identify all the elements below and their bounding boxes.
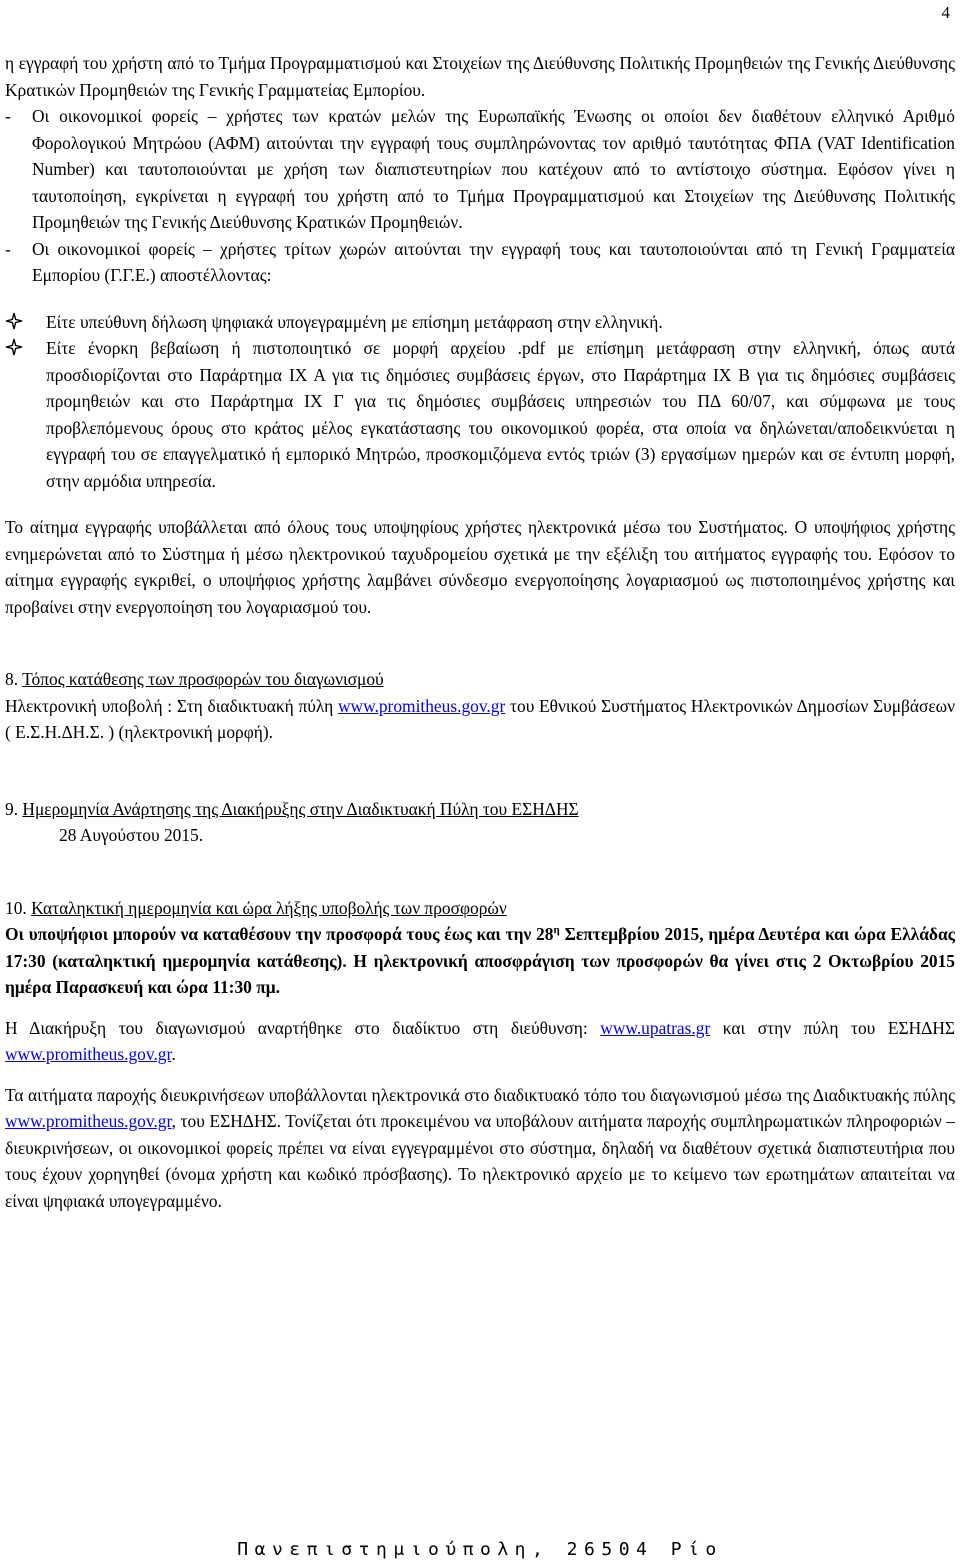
clarifications-text: Τα αιτήματα παροχής διευκρινήσεων υποβάλλονται ηλεκτρονικά στο διαδικτυακό τόπο του διαγωνισμού μέσω της Διαδικτυακής πύλης — [5, 1084, 955, 1105]
check-star-bullet-icon — [5, 312, 23, 330]
section-number: 10. — [5, 897, 27, 918]
bullet-text: Είτε ένορκη βεβαίωση ή πιστοποιητικό σε μορφή αρχείου .pdf με επίσημη μετάφραση στην ελληνική, όπως αυτά προσδιορίζονται στο Παράρτημα ΙΧ Α για τις δημόσιες συμβάσεις έργων, στο Παράρτημα ΙΧ Β για τις δημόσιες συμβάσεις προμηθειών και στο Παράρτημα ΙΧ Γ για τις δημόσιες συμβάσεις υπηρεσιών του ΠΔ 60/07, και σύμφωνα με τους προβλεπόμενους όρους στο κράτος μέλος εγκατάστασης του οικονομικού φορέα, στα οποία να δηλώνεται/αποδεικνύεται η εγγραφή του σε επαγγελματικό ή εμπορικό Μητρώο, προσκομιζόμενα εντός τριών (3) εργασίμων ημερών και σε έντυπη μορφή, στην αρμόδια υπηρεσία. — [46, 338, 955, 491]
intro-continuation: η εγγραφή του χρήστη από το Τμήμα Προγραμματισμού και Στοιχείων της Διεύθυνσης Πολιτικής Προμηθειών της Γενικής Διεύθυνσης Κρατικών Προμηθειών της Γενικής Γραμματείας Εμπορίου. — [5, 53, 955, 100]
eu-operators-item — [5, 103, 955, 236]
section-9-date: 28 Αυγούστου 2015. — [59, 825, 204, 845]
section-number: 8. — [5, 669, 19, 689]
third-country-operators-text: Οι οικονομικοί φορείς – χρήστες τρίτων χωρών αιτούνται την εγγραφή τους και ταυτοποιούνται από τη Γενική Γραμματεία Εμπορίου (Γ.Γ.Ε.) αποστέλλοντας: — [32, 238, 955, 285]
section-number: 9. — [5, 798, 19, 819]
deadline-text: Οι υποψήφιοι μπορούν να καταθέσουν την προσφορά τους έως και την 28 — [5, 924, 554, 944]
deadline-paragraph — [5, 921, 955, 1001]
section-8-body — [5, 693, 955, 746]
deadline-text: Σεπτεμβρίου 2015, ημέρα Δευτέρα και ώρα Ελλάδας 17:30 (καταληκτική ημερομηνία κατάθεσης). Η ηλεκτρονική αποσφράγιση των προσφορών θα γίνει στις 2 Οκτωβρίου 2015 ημέρα Παρασκευή και ώρα 11:30 πμ. — [5, 924, 955, 997]
publication-text: και στην πύλη του ΕΣΗΔΗΣ — [710, 1017, 956, 1038]
section-9-heading — [5, 796, 955, 823]
publication-text: Η Διακήρυξη του διαγωνισμού αναρτήθηκε στο διαδίκτυο στη διεύθυνση: — [5, 1017, 601, 1038]
promitheus-link[interactable]: www.promitheus.gov.gr — [5, 1111, 172, 1131]
publication-text: . — [171, 1044, 176, 1064]
bullet-item-affidavit — [5, 335, 955, 494]
dash-marker: - — [5, 238, 11, 259]
section-title: Τόπος κατάθεσης των προσφορών του διαγωνισμού — [22, 669, 384, 689]
clarifications-text: , του ΕΣΗΔΗΣ. Τονίζεται ότι προκειμένου να υποβάλουν αιτήματα παροχής συμπληρωματικών πληροφοριών – διευκρινήσεων, οι οικονομικοί φορείς πρέπει να είναι εγγεγραμμένοι στο σύστημα, δηλαδή να διαθέτουν σχετικά διαπιστευτήρια που τους έχουν χορηγηθεί (όνομα χρήστη και κωδικό πρόσβασης). Το ηλεκτρονικό αρχείο με το κείμενο των ερωτημάτων απαιτείται να είναι ψηφιακά υπογεγραμμένο. — [5, 1111, 955, 1211]
dash-marker: - — [5, 106, 11, 126]
registration-paragraph: Το αίτημα εγγραφής υποβάλλεται από όλους τους υποψηφίους χρήστες ηλεκτρονικά μέσω του Συστήματος. Ο υποψήφιος χρήστης ενημερώνεται από το Σύστημα ή μέσω ηλεκτρονικού ταχυδρομείου σχετικά με την εξέλιξη του αιτήματος εγγραφής του. Εφόσον το αίτημα εγγραφής εγκριθεί, ο υποψήφιος χρήστης λαμβάνει σύνδεσμο ενεργοποίησης λογαριασμού ως πιστοποιημένος χρήστης και προβαίνει στην ενεργοποίηση του λογαριασμού του. — [5, 517, 955, 617]
third-country-operators-item — [5, 236, 955, 289]
eu-operators-text: Οι οικονομικοί φορείς – χρήστες των κρατών μελών της Ευρωπαϊκής Ένωσης οι οποίοι δεν διαθέτουν ελληνικό Αριθμό Φορολογικού Μητρώου (ΑΦΜ) αιτούνται την εγγραφή τους συμπληρώνοντας τον αριθμό ταυτότητας ΦΠΑ (VAT Identification Number) και ταυτοποιούνται με χρήση των διαπιστευτηρίων που κατέχουν από το αντίστοιχο σύστημα. Εφόσον γίνει η ταυτοποίηση, εγκρίνεται η εγγραφή του χρήστη από το Τμήμα Προγραμματισμού και Στοιχείων της Διεύθυνσης Πολιτικής Προμηθειών της Γενικής Διεύθυνσης Κρατικών Προμηθειών. — [32, 106, 955, 232]
promitheus-link[interactable]: www.promitheus.gov.gr — [337, 695, 506, 716]
section-8-heading — [5, 666, 955, 693]
check-star-bullet-icon — [5, 338, 23, 356]
clarifications-paragraph — [5, 1082, 955, 1215]
section-10-heading — [5, 895, 955, 922]
section-8-text: του Εθνικού Συστήματος Ηλεκτρονικών Δημοσίων Συμβάσεων ( Ε.Σ.Η.ΔΗ.Σ. ) (ηλεκτρονική μορφή). — [5, 695, 955, 742]
bullet-item-declaration — [5, 309, 955, 336]
section-title: Ημερομηνία Ανάρτησης της Διακήρυξης στην Διαδικτυακή Πύλη του ΕΣΗΔΗΣ — [22, 798, 579, 819]
page-footer-address: Πανεπιστημιούπολη, 26504 Ρίο — [237, 1539, 723, 1560]
section-title: Καταληκτική ημερομηνία και ώρα λήξης υποβολής των προσφορών — [31, 897, 507, 918]
section-8-text: Ηλεκτρονική υποβολή : Στη διαδικτυακή πύλη — [5, 695, 338, 716]
bullet-text: Είτε υπεύθυνη δήλωση ψηφιακά υπογεγραμμένη με επίσημη μετάφραση στην ελληνική. — [46, 311, 663, 332]
document-body — [0, 50, 960, 1214]
ordinal-superscript: η — [553, 924, 560, 937]
publication-paragraph — [5, 1015, 955, 1068]
page-number: 4 — [941, 3, 950, 22]
upatras-link[interactable]: www.upatras.gr — [600, 1017, 711, 1038]
promitheus-link[interactable]: www.promitheus.gov.gr — [5, 1044, 172, 1064]
